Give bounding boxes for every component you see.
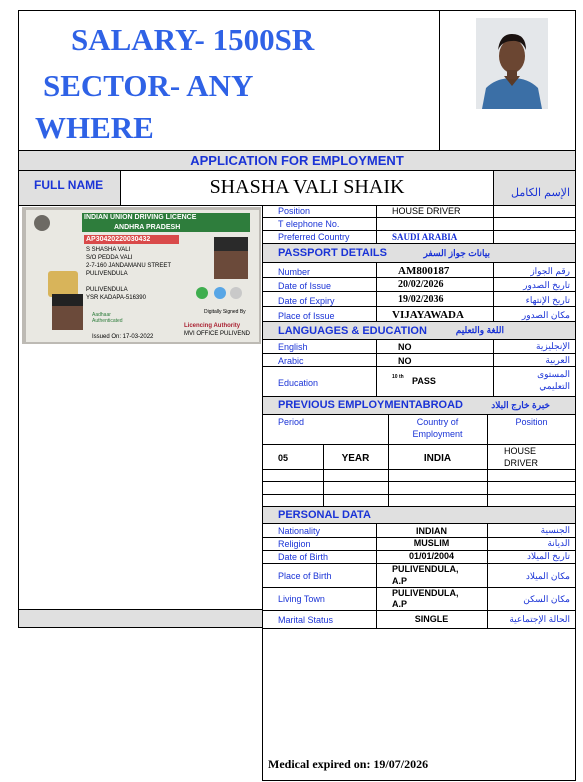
sector-text: SECTOR- ANY (43, 68, 254, 103)
religion-label: Religion (278, 539, 311, 549)
issue-date-ar: تاريخ الصدور (523, 280, 570, 290)
row-line (262, 306, 576, 307)
place-of-birth-value-2: A.P (392, 576, 408, 586)
religion-ar: الديانة (547, 538, 570, 548)
nationality-value: INDIAN (416, 526, 447, 536)
col-line (376, 340, 377, 397)
licence-office: MVI OFFICE PULIVEND (184, 331, 251, 337)
row-line (262, 610, 576, 611)
marital-value: SINGLE (414, 614, 449, 624)
place-of-birth-ar: مكان الميلاد (525, 571, 570, 581)
row-line (262, 366, 576, 367)
licence-line-7: YSR KADAPA-516390 (86, 295, 146, 301)
place-of-birth-label: Place of Birth (278, 571, 332, 581)
form-title: APPLICATION FOR EMPLOYMENT (190, 153, 404, 168)
left-column-footer (18, 609, 263, 628)
row-line (262, 444, 576, 445)
licence-issued: Issued On: 17-03-2022 (92, 334, 154, 340)
living-town-ar: مكان السكن (523, 594, 570, 604)
passport-title: PASSPORT DETAILS (278, 247, 387, 259)
country-label: Preferred Country (278, 232, 350, 242)
salary-text: SALARY- 1500SR (71, 22, 315, 57)
licence-number: AP30420220030432 (86, 236, 151, 243)
education-value: PASS (412, 376, 436, 386)
marital-label: Marital Status (278, 615, 334, 625)
religion-value: MUSLIM (413, 538, 450, 548)
education-grade: 10 th (392, 374, 404, 380)
personal-title: PERSONAL DATA (278, 509, 371, 521)
expiry-date-ar: تاريخ الإنتهاء (525, 295, 570, 305)
english-ar: الإنجليزية (536, 341, 570, 351)
col-line (376, 263, 377, 322)
full-name-value: SHASHA VALI SHAIK (209, 176, 405, 198)
english-value: NO (398, 342, 412, 352)
country-header-1: Country of (416, 417, 459, 427)
row-line (262, 628, 576, 629)
employment-period: 05 (278, 453, 289, 463)
position-header: Position (515, 417, 548, 427)
living-town-label: Living Town (278, 594, 325, 604)
expiry-date-label: Date of Expiry (278, 296, 335, 306)
passport-number-ar: رقم الجواز (530, 266, 570, 276)
place-of-issue-value: VIJAYAWADA (392, 309, 464, 321)
expiry-date-value: 19/02/2036 (398, 294, 444, 305)
row-line (262, 353, 576, 354)
country-value: SAUDI ARABIA (392, 232, 458, 242)
education-ar-2: التعليمي (539, 381, 570, 391)
education-ar-1: المستوى (537, 369, 570, 379)
languages-title-ar: اللغة والتعليم (455, 325, 504, 335)
driving-licence-card (22, 207, 261, 344)
employment-unit: YEAR (341, 453, 370, 464)
licence-line-3: 2-7-160 JANDAMANU STREET (86, 263, 172, 269)
employment-country: INDIA (423, 453, 452, 464)
education-label: Education (278, 378, 319, 388)
dob-label: Date of Birth (278, 552, 329, 562)
licence-authority: Licencing Authority (184, 323, 241, 329)
country-header-2: Employment (412, 429, 463, 439)
row-line (262, 469, 576, 470)
licence-line-1: S SHASHA VALI (86, 247, 131, 253)
issue-date-label: Date of Issue (278, 281, 332, 291)
licence-line-6: PULIVENDULA (86, 287, 128, 293)
col-line (493, 205, 494, 244)
col-line (487, 415, 488, 507)
employment-position-1: HOUSE (504, 446, 537, 456)
licence-signed: Digitally Signed By (204, 309, 246, 315)
position-value: HOUSE DRIVER (392, 206, 461, 216)
col-line (493, 340, 494, 397)
row-line (262, 230, 576, 231)
row-line (262, 481, 576, 482)
sector-text-cont: WHERE (35, 110, 154, 145)
living-town-value-2: A.P (392, 599, 408, 609)
passport-number-label: Number (278, 267, 311, 277)
col-line (487, 524, 488, 628)
licence-line-4: PULIVENDULA (86, 271, 128, 277)
position-label: Position (278, 206, 311, 216)
row-line (262, 277, 576, 278)
dob-value: 01/01/2004 (408, 551, 455, 561)
licence-header-1: INDIAN UNION DRIVING LICENCE (84, 214, 197, 221)
arabic-ar: العربية (545, 355, 570, 365)
employment-position-2: DRIVER (504, 458, 539, 468)
applicant-photo (476, 18, 548, 109)
col-line (376, 205, 377, 244)
licence-header-2: ANDHRA PRADESH (114, 224, 181, 231)
marital-ar: الحالة الإجتماعية (509, 614, 570, 624)
place-of-issue-ar: مكان الصدور (521, 310, 570, 320)
licence-aadhaar: Aadhaar Authenticated (92, 312, 123, 324)
issue-date-value: 20/02/2026 (398, 279, 444, 290)
arabic-label: Arabic (278, 356, 304, 366)
languages-title: LANGUAGES & EDUCATION (278, 325, 427, 337)
full-name-label: FULL NAME (34, 178, 104, 192)
telephone-label: T elephone No. (278, 219, 340, 229)
living-town-value-1: PULIVENDULA, (392, 588, 459, 598)
nationality-label: Nationality (278, 526, 321, 536)
place-of-birth-value-1: PULIVENDULA, (392, 564, 459, 574)
row-line (262, 217, 576, 218)
dob-ar: تاريخ الميلاد (527, 551, 570, 561)
nationality-ar: الجنسية (540, 525, 570, 535)
passport-number-value: AM800187 (398, 265, 450, 277)
place-of-issue-label: Place of Issue (278, 311, 335, 321)
employment-title: PREVIOUS EMPLOYMENTABROAD (278, 399, 463, 411)
period-header: Period (278, 417, 305, 427)
full-name-arabic: الإسم الكامل (511, 187, 570, 199)
english-label: English (278, 342, 308, 352)
employment-title-ar: خبرة خارج البلاد (491, 400, 550, 410)
arabic-value: NO (398, 356, 412, 366)
row-line (262, 494, 576, 495)
header-divider (439, 10, 440, 151)
col-line (493, 263, 494, 322)
passport-title-ar: بيانات جواز السفر (423, 248, 490, 258)
medical-expiry-note: Medical expired on: 19/07/2026 (268, 757, 429, 771)
licence-line-2: S/O PEDDA VALI (86, 255, 133, 261)
row-line (262, 291, 576, 292)
